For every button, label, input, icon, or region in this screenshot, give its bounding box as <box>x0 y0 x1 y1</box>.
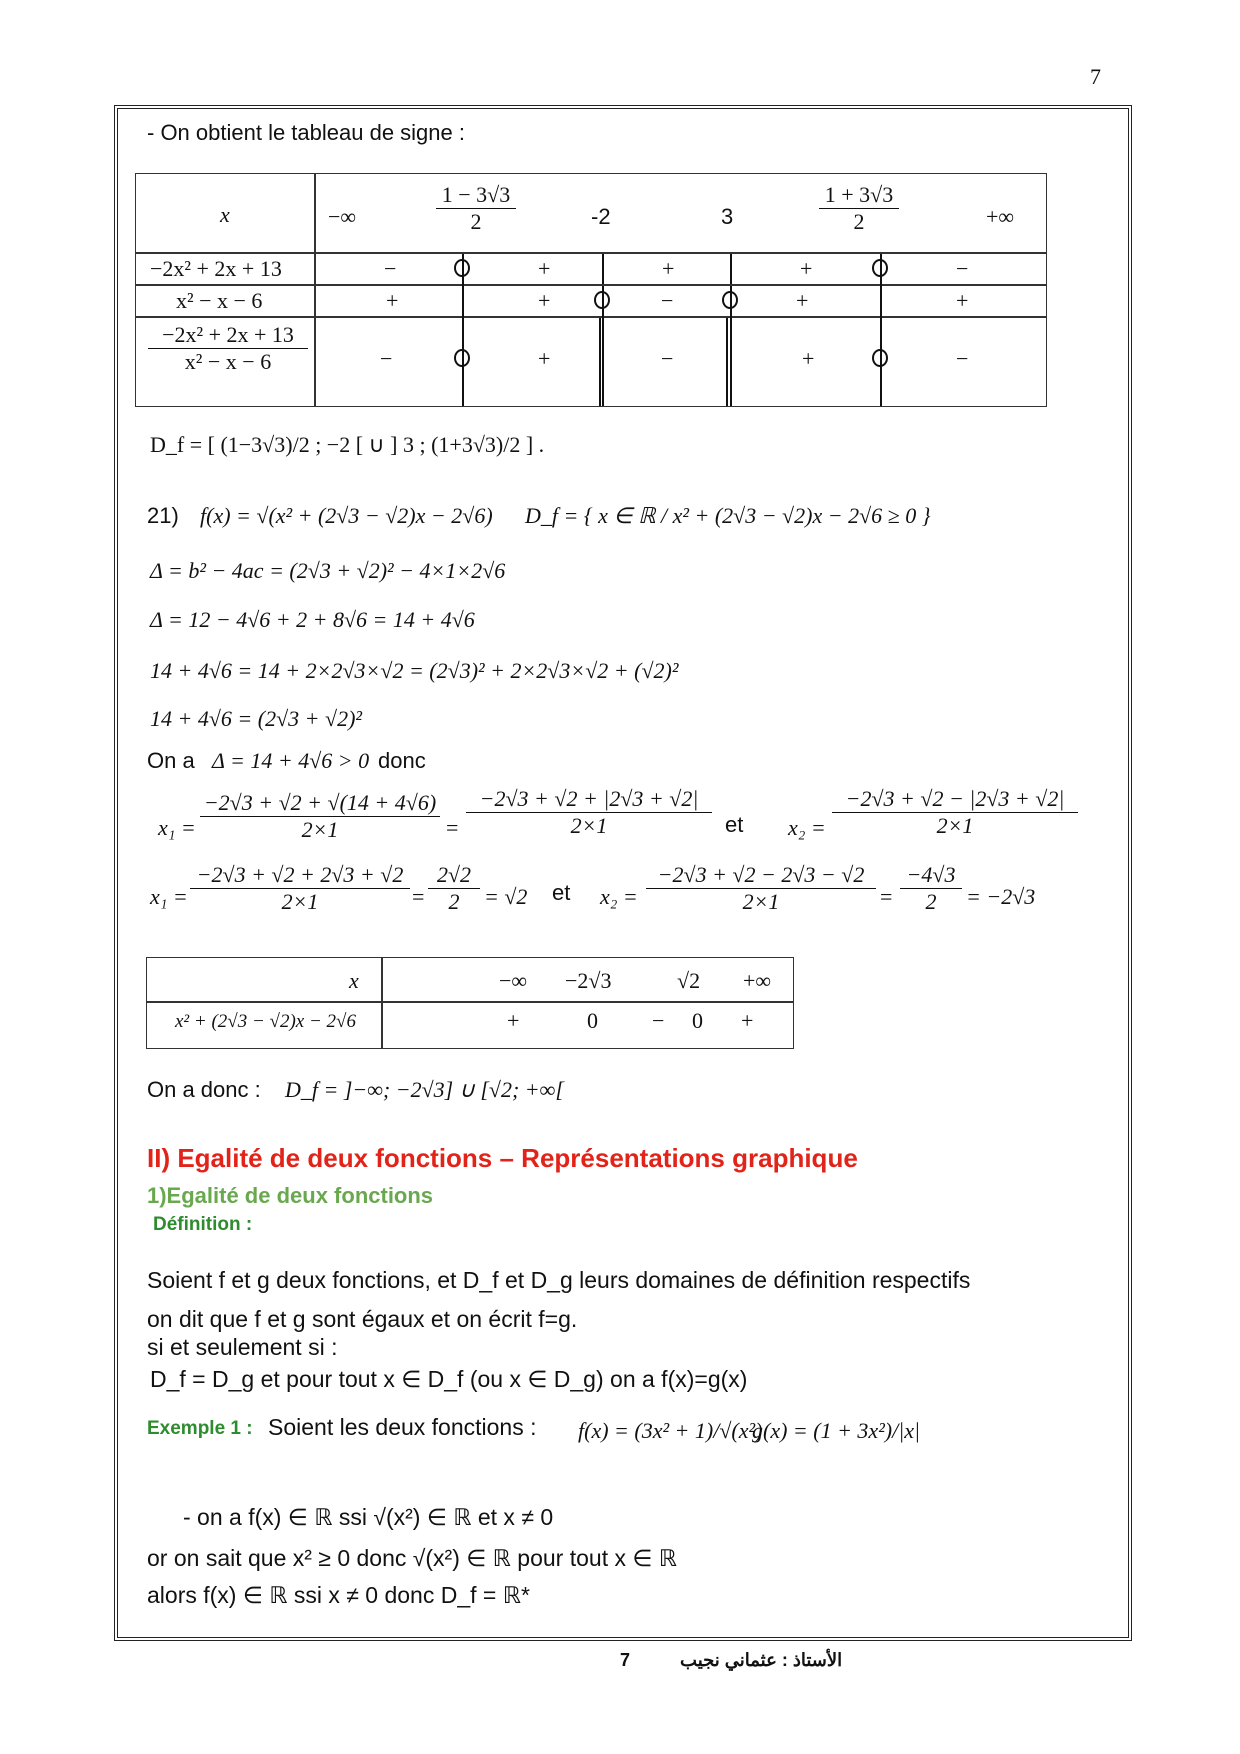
t1-v2: -2 <box>591 204 611 229</box>
t1-v4-den: 2 <box>853 209 865 234</box>
x1-frac-d-den: 2 <box>448 889 460 914</box>
t1-r1-s5: − <box>956 256 969 281</box>
example-label: Exemple 1 : <box>147 1418 253 1439</box>
t1-r2-s5: + <box>956 288 969 313</box>
def-line-1: Soient f et g deux fonctions, et D_f et D_g leurs domaines de définition respectifs <box>147 1267 971 1293</box>
ex-line-1: - on a f(x) ∈ ℝ ssi √(x²) ∈ ℝ et x ≠ 0 <box>183 1504 554 1530</box>
x2-frac-c-den: 2×1 <box>742 889 780 914</box>
ex21-line2: Δ = 12 − 4√6 + 2 + 8√6 = 14 + 4√6 <box>150 607 475 632</box>
t1-v4 <box>819 182 899 235</box>
t2-s3: + <box>741 1008 754 1033</box>
t1-neg-inf: −∞ <box>328 204 357 229</box>
x2-frac-a <box>832 786 1078 839</box>
sign-table-2 <box>146 957 794 1049</box>
t1-row3-num: −2x² + 2x + 13 <box>148 322 308 349</box>
t1-r1-s1: − <box>384 256 397 281</box>
footer <box>620 1650 842 1671</box>
t1-r1-s3: + <box>662 256 675 281</box>
t2-x-label: x <box>349 968 359 993</box>
conclusion-text: On a donc : <box>147 1077 261 1102</box>
t2-root1: −2√3 <box>565 968 612 993</box>
t1-v1 <box>436 182 516 235</box>
ex21-line3: 14 + 4√6 = 14 + 2×2√3×√2 = (2√3)² + 2×2√3×√2 + (√2)² <box>150 658 679 683</box>
t1-row2-label: x² − x − 6 <box>176 288 263 313</box>
eq-sign-1: = <box>446 815 459 840</box>
t1-r3-s3: − <box>661 346 674 371</box>
example-text: Soient les deux fonctions : <box>268 1414 537 1440</box>
x1-label-a: x₁ = <box>158 815 196 840</box>
x1-result: = √2 <box>484 884 528 909</box>
t1-row3-den: x² − x − 6 <box>184 349 272 374</box>
conclusion-math: D_f = ]−∞; −2√3] ∪ [√2; +∞[ <box>285 1077 564 1102</box>
t1-r2-zero2 <box>722 291 738 309</box>
ex21-line4: 14 + 4√6 = (2√3 + √2)² <box>150 706 363 731</box>
t1-r3-s2: + <box>538 346 551 371</box>
t1-r1-zero2 <box>872 259 888 277</box>
footer-page: 7 <box>620 1650 631 1670</box>
x1-label-b: x₁ = <box>150 884 188 909</box>
x2-frac-c-num: −2√3 + √2 − 2√3 − √2 <box>646 862 876 889</box>
example-g: g(x) = (1 + 3x²)/|x| <box>752 1418 921 1443</box>
t1-v1-den: 2 <box>470 209 482 234</box>
x2-label-a: x₂ = <box>788 815 826 840</box>
x1-frac-b <box>466 786 712 839</box>
page-number: 7 <box>1090 64 1101 89</box>
t1-r2-s3: − <box>661 288 674 313</box>
t1-r2-s4: + <box>796 288 809 313</box>
t1-r2-s2: + <box>538 288 551 313</box>
x2-label-b: x₂ = <box>600 884 638 909</box>
def-line-4: D_f = D_g et pour tout x ∈ D_f (ou x ∈ D_g) on a f(x)=g(x) <box>150 1366 748 1392</box>
t1-r3-zero1 <box>454 349 470 367</box>
t1-r1-s2: + <box>538 256 551 281</box>
t1-r3-s1: − <box>380 346 393 371</box>
x2-frac-c <box>646 862 876 915</box>
t1-x-label: x <box>220 202 230 227</box>
t1-row3-label <box>148 322 308 375</box>
footer-author: الأستاذ : عثماني نجيب <box>680 1650 843 1670</box>
x2-frac-a-num: −2√3 + √2 − |2√3 + √2| <box>832 786 1078 813</box>
x2-frac-d <box>900 862 962 915</box>
et-1: et <box>725 812 744 837</box>
t2-z2: 0 <box>692 1008 703 1033</box>
t2-z1: 0 <box>587 1008 598 1033</box>
x2-result: = −2√3 <box>966 884 1036 909</box>
eq-sign-3: = <box>880 884 893 909</box>
t1-v1-num: 1 − 3√3 <box>436 182 516 209</box>
x1-frac-c <box>190 862 410 915</box>
ex21-donc: donc <box>378 748 426 773</box>
t1-r3-s5: − <box>956 346 969 371</box>
df-result-1: D_f = [ (1−3√3)/2 ; −2 [ ∪ ] 3 ; (1+3√3)/2 ] . <box>150 432 545 457</box>
t2-row-label: x² + (2√3 − √2)x − 2√6 <box>175 1011 356 1032</box>
intro-text: - On obtient le tableau de signe : <box>147 120 465 145</box>
t1-r3-s4: + <box>802 346 815 371</box>
t2-neg-inf: −∞ <box>499 968 528 993</box>
x1-frac-c-den: 2×1 <box>281 889 319 914</box>
t1-v4-num: 1 + 3√3 <box>819 182 899 209</box>
t1-v3: 3 <box>721 204 734 229</box>
ex-line-2: or on sait que x² ≥ 0 donc √(x²) ∈ ℝ pour tout x ∈ ℝ <box>147 1545 677 1571</box>
ex21-on-a: On a <box>147 748 195 773</box>
definition-label: Définition : <box>153 1214 253 1235</box>
x1-frac-a <box>200 790 440 843</box>
sign-table-1 <box>135 173 1047 407</box>
t1-r2-s1: + <box>386 288 399 313</box>
t2-pos-inf: +∞ <box>743 968 772 993</box>
t1-row1-label: −2x² + 2x + 13 <box>150 256 282 281</box>
ex-line-3: alors f(x) ∈ ℝ ssi x ≠ 0 donc D_f = ℝ* <box>147 1582 530 1608</box>
t1-r1-s4: + <box>800 256 813 281</box>
section-title: II) Egalité de deux fonctions – Représentations graphique <box>147 1143 858 1173</box>
t1-r3-zero2 <box>872 349 888 367</box>
subsection-title: 1)Egalité de deux fonctions <box>147 1183 434 1208</box>
t1-pos-inf: +∞ <box>986 204 1015 229</box>
x2-frac-a-den: 2×1 <box>936 813 974 838</box>
eq-sign-2: = <box>412 884 425 909</box>
x1-frac-a-den: 2×1 <box>301 817 339 842</box>
def-line-2: on dit que f et g sont égaux et on écrit f=g. <box>147 1306 578 1332</box>
t2-s2: − <box>652 1008 665 1033</box>
x1-frac-d <box>428 862 480 915</box>
t2-s1: + <box>507 1008 520 1033</box>
ex21-f: f(x) = √(x² + (2√3 − √2)x − 2√6) <box>200 503 493 528</box>
t2-root2: √2 <box>677 968 701 993</box>
x1-frac-b-den: 2×1 <box>570 813 608 838</box>
x1-frac-d-num: 2√2 <box>428 862 480 889</box>
et-2: et <box>552 880 571 905</box>
example-f: f(x) = (3x² + 1)/√(x²) <box>578 1418 763 1443</box>
t1-r1-zero1 <box>454 259 470 277</box>
x2-frac-d-den: 2 <box>925 889 937 914</box>
x1-frac-a-num: −2√3 + √2 + √(14 + 4√6) <box>200 790 440 817</box>
x2-frac-d-num: −4√3 <box>900 862 962 889</box>
ex21-df: D_f = { x ∈ ℝ / x² + (2√3 − √2)x − 2√6 ≥ 0 } <box>525 503 931 528</box>
ex21-delta-pos: Δ = 14 + 4√6 > 0 <box>212 748 370 773</box>
x1-frac-b-num: −2√3 + √2 + |2√3 + √2| <box>466 786 712 813</box>
ex21-label: 21) <box>147 503 179 528</box>
ex21-line1: Δ = b² − 4ac = (2√3 + √2)² − 4×1×2√6 <box>150 558 506 583</box>
t1-r2-zero1 <box>594 291 610 309</box>
x1-frac-c-num: −2√3 + √2 + 2√3 + √2 <box>190 862 410 889</box>
def-line-3: si et seulement si : <box>147 1334 338 1360</box>
